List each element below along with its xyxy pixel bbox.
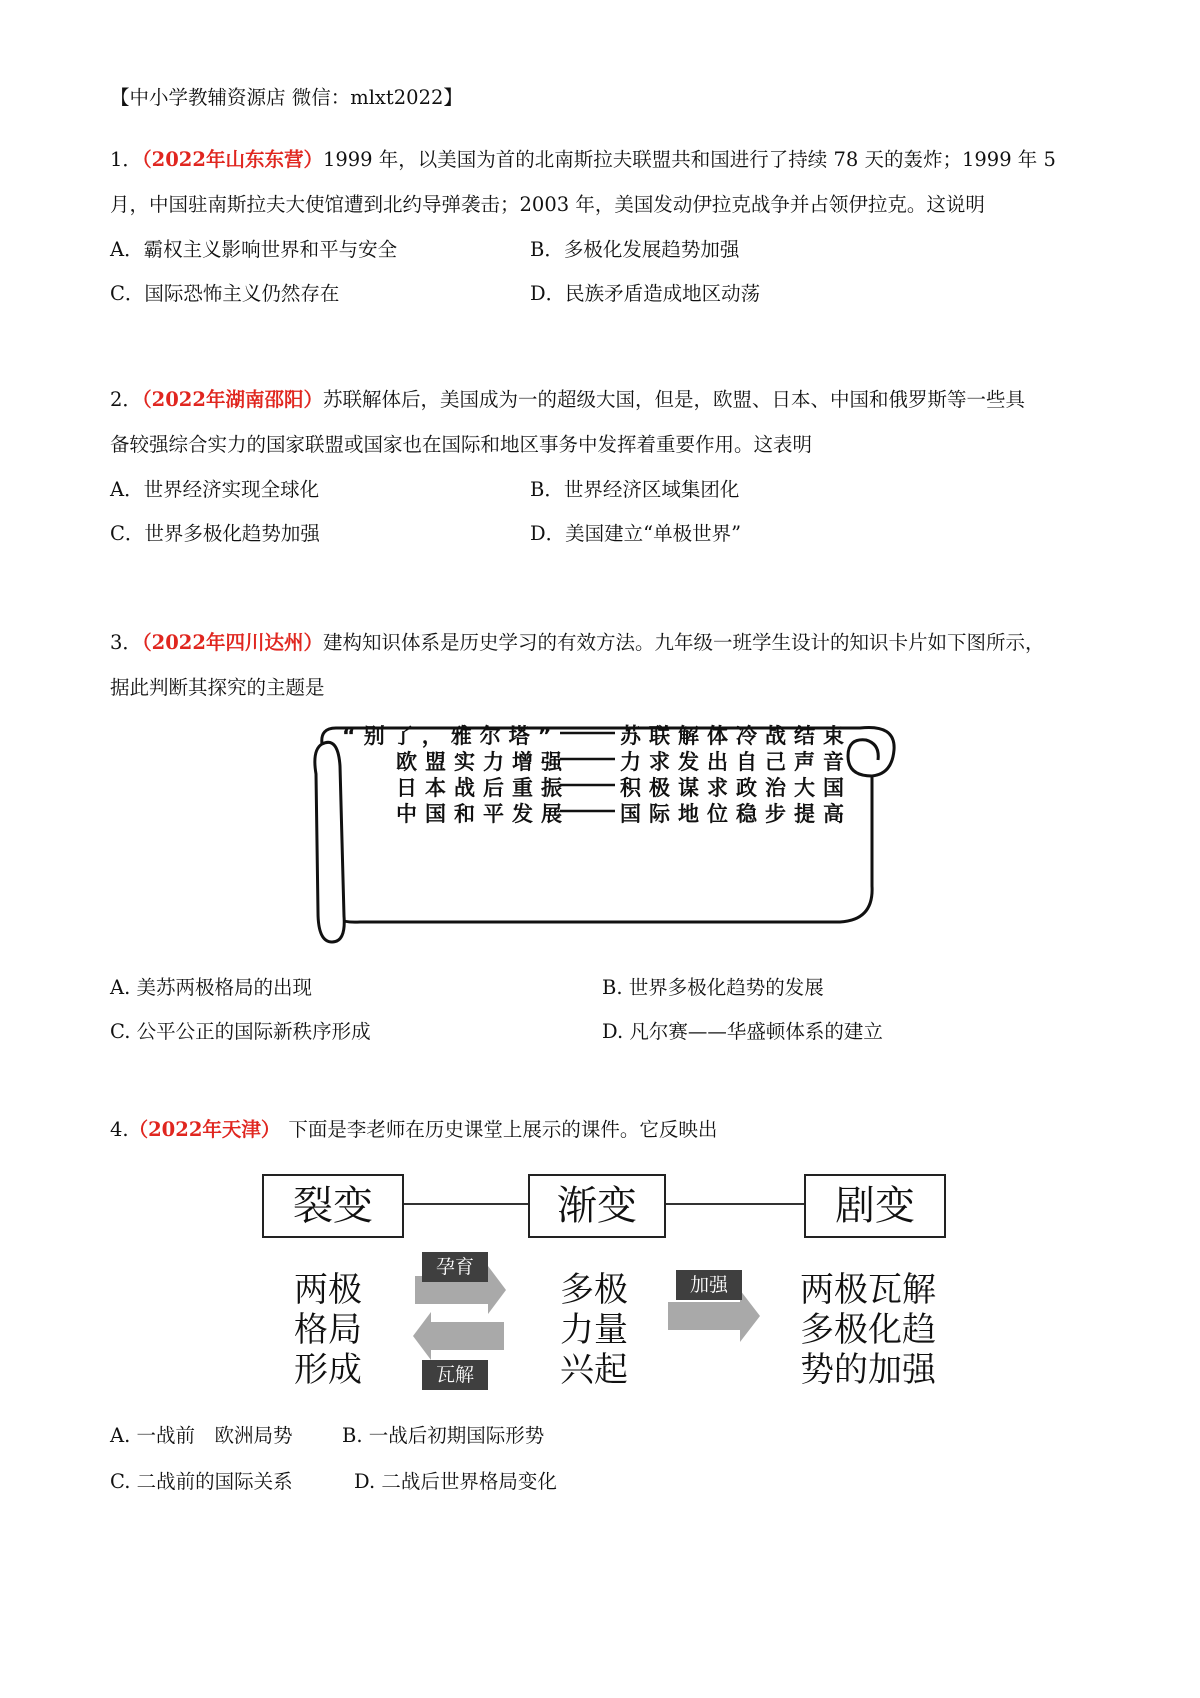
- col3-line1: 两极瓦解: [800, 1270, 936, 1310]
- scroll-row-2-left: 欧盟实力增强: [396, 750, 570, 774]
- q4-source: （2022年天津）: [128, 1118, 281, 1141]
- q4-option-b[interactable]: B. 一战后初期国际形势: [342, 1424, 545, 1447]
- col1-line1: 两极: [294, 1270, 362, 1310]
- col2-line1: 多极: [560, 1270, 628, 1310]
- q2-stem-line1: [110, 390, 1025, 410]
- q2-number: 2．: [110, 388, 142, 411]
- q1-number: 1．: [110, 148, 142, 171]
- q2-option-d[interactable]: D．美国建立“单极世界”: [530, 522, 742, 545]
- q3-stem-line1: [110, 633, 1044, 653]
- col1-line2: 格局: [294, 1310, 362, 1350]
- col3-line2: 多极化趋: [800, 1310, 936, 1350]
- q2-text-1: 苏联解体后，美国成为一的超级大国，但是，欧盟、日本、中国和俄罗斯等一些具: [322, 388, 1025, 411]
- col3-line3: 势的加强: [800, 1350, 936, 1390]
- box-fission: 裂变: [262, 1174, 404, 1238]
- scroll-row-2-right: 力求发出自己声音: [620, 750, 852, 774]
- q4-option-c[interactable]: C. 二战前的国际关系: [110, 1470, 293, 1493]
- scroll-row-4-right: 国际地位稳步提高: [620, 802, 852, 826]
- q2-option-a[interactable]: A．世界经济实现全球化: [110, 478, 320, 501]
- arrow-left-icon: [413, 1312, 504, 1360]
- q3-source: （2022年四川达州）: [141, 631, 323, 654]
- q3-option-b[interactable]: B. 世界多极化趋势的发展: [602, 976, 824, 999]
- q1-source: （2022年山东东营）: [141, 148, 323, 171]
- q1-text-1: 1999 年，以美国为首的北南斯拉夫联盟共和国进行了持续 78 天的轰炸；1999 年 5: [322, 148, 1056, 171]
- q3-option-c[interactable]: C. 公平公正的国际新秩序形成: [110, 1020, 371, 1043]
- q1-option-d[interactable]: D．民族矛盾造成地区动荡: [530, 282, 761, 305]
- col1-line3: 形成: [294, 1350, 362, 1390]
- tag-strengthen: 加强: [676, 1270, 742, 1300]
- scroll-row-1-right: 苏联解体冷战结束: [620, 724, 852, 748]
- q4-option-a[interactable]: A. 一战前 欧洲局势: [110, 1424, 293, 1447]
- scroll-row-3-right: 积极谋求政治大国: [620, 776, 852, 800]
- q1-option-c[interactable]: C．国际恐怖主义仍然存在: [110, 282, 340, 305]
- box-drastic-change: 剧变: [804, 1174, 946, 1238]
- q1-option-b[interactable]: B．多极化发展趋势加强: [530, 238, 740, 261]
- q3-number: 3．: [110, 631, 142, 654]
- tag-collapse: 瓦解: [422, 1360, 488, 1390]
- q3-option-d[interactable]: D. 凡尔赛——华盛顿体系的建立: [602, 1020, 883, 1043]
- col2-line2: 力量: [560, 1310, 628, 1350]
- scroll-row-3-left: 日本战后重振: [396, 776, 570, 800]
- q4-text-1: 下面是李老师在历史课堂上展示的课件。它反映出: [288, 1118, 718, 1141]
- q3-option-a[interactable]: A. 美苏两极格局的出现: [110, 976, 312, 999]
- q4-number: 4.: [110, 1118, 129, 1141]
- col2-line3: 兴起: [560, 1350, 628, 1390]
- scroll-dashes: [300, 716, 900, 836]
- q1-stem-line2: 月，中国驻南斯拉夫大使馆遭到北约导弹袭击；2003 年，美国发动伊拉克战争并占领伊拉克。这说明: [110, 193, 985, 216]
- q2-stem-line2: 备较强综合实力的国家联盟或国家也在国际和地区事务中发挥着重要作用。这表明: [110, 433, 813, 456]
- q1-option-a[interactable]: A．霸权主义影响世界和平与安全: [110, 238, 398, 261]
- q3-stem-line2: 据此判断其探究的主题是: [110, 676, 325, 699]
- q4-stem-line1: [110, 1120, 717, 1140]
- q3-text-1: 建构知识体系是历史学习的有效方法。九年级一班学生设计的知识卡片如下图所示，: [322, 631, 1045, 654]
- q2-option-c[interactable]: C．世界多极化趋势加强: [110, 522, 320, 545]
- q1-stem-line1: [110, 150, 1056, 170]
- scroll-row-1-left: “别了，雅尔塔”: [342, 724, 560, 748]
- scroll-row-4-left: 中国和平发展: [396, 802, 570, 826]
- q2-option-b[interactable]: B．世界经济区域集团化: [530, 478, 740, 501]
- box-gradual-change: 渐变: [528, 1174, 666, 1238]
- tag-nurture: 孕育: [422, 1252, 488, 1282]
- q4-option-d[interactable]: D. 二战后世界格局变化: [354, 1470, 557, 1493]
- page-header: 【中小学教辅资源店 微信：mlxt2022】: [110, 86, 463, 109]
- q2-source: （2022年湖南邵阳）: [141, 388, 323, 411]
